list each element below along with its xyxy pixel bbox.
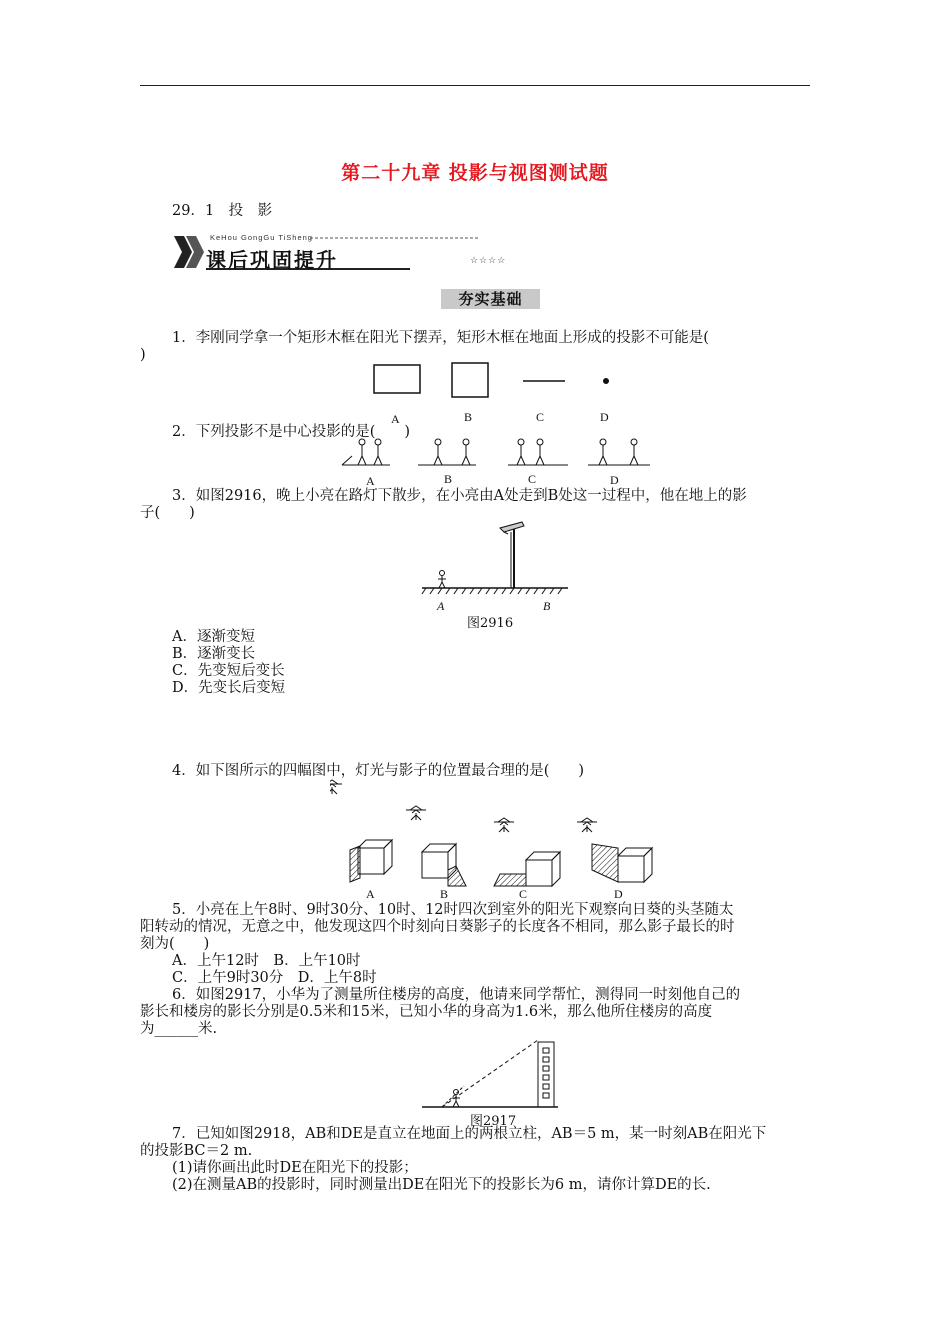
q3-choice-a: A．逐渐变短 <box>172 629 255 645</box>
subsection-banner: 夯实基础 <box>441 289 540 309</box>
q6-text: 6．如图2917，小华为了测量所住楼房的高度，他请来同学帮忙，测得同一时刻他自己的 <box>172 987 741 1003</box>
q6-figure-building <box>420 1036 560 1110</box>
q4-option-d: D <box>614 887 623 901</box>
q1-option-a: A <box>391 412 400 426</box>
q3-text: 3．如图2916，晚上小亮在路灯下散步，在小亮由A处走到B处这一过程中，他在地上的影 <box>172 488 747 504</box>
q2-figure <box>338 436 658 470</box>
q5-choices-row2: C．上午9时30分 D．上午8时 <box>172 970 377 986</box>
q2-option-a: A <box>366 474 375 488</box>
q4-option-b: B <box>440 887 449 901</box>
q4-option-c: C <box>519 887 528 901</box>
q3-choice-d: D．先变长后变短 <box>172 680 286 696</box>
q3-figure-streetlamp <box>420 518 570 600</box>
q1-option-b: B <box>464 410 473 424</box>
q6-text-cont2: 为______米. <box>140 1021 218 1037</box>
q6-text-cont1: 影长和楼房的影长分别是0.5米和15米，已知小华的身高为1.6米，那么他所住楼房的高度 <box>140 1004 713 1020</box>
banner-title: 课后巩固提升 <box>206 248 338 272</box>
q1-option-d: D <box>600 410 609 424</box>
page-title: 第二十九章 投影与视图测试题 <box>341 162 609 184</box>
section-heading: 29．1 投 影 <box>172 203 273 219</box>
q5-text-cont2: 刻为( ) <box>140 936 210 952</box>
q3-choice-b: B．逐渐变长 <box>172 646 256 662</box>
q1-option-c: C <box>536 410 545 424</box>
q5-text: 5．小亮在上午8时、9时30分、10时、12时四次到室外的阳光下观察向日葵的头茎随太 <box>172 902 734 918</box>
q1-text: 1．李刚同学拿一个矩形木框在阳光下摆弄，矩形木框在地面上形成的投影不可能是( <box>172 330 709 346</box>
q2-text: 2．下列投影不是中心投影的是( ) <box>172 424 411 440</box>
q7-text: 7．已知如图2918，AB和DE是直立在地面上的两根立柱，AB＝5 m，某一时刻AB在阳光下 <box>172 1126 767 1142</box>
q2-option-c: C <box>528 472 537 486</box>
q7-text-cont: 的投影BC＝2 m. <box>140 1143 253 1159</box>
q7-sub-question-2: (2)在测量AB的投影时，同时测量出DE在阳光下的投影长为6 m，请你计算DE的长. <box>172 1177 711 1193</box>
q1-text-cont: ) <box>140 347 146 363</box>
q7-sub-question-1: (1)请你画出此时DE在阳光下的投影； <box>172 1160 418 1176</box>
q3-text-cont: 子( ) <box>140 505 195 521</box>
q3-choice-c: C．先变短后变长 <box>172 663 285 679</box>
q2-option-d: D <box>610 473 619 487</box>
q2-option-b: B <box>444 472 453 486</box>
difficulty-stars: ☆☆☆☆ <box>470 256 507 266</box>
q5-choices-row1: A．上午12时 B．上午10时 <box>172 953 361 969</box>
q4-figure <box>330 778 660 890</box>
q3-point-a: A <box>437 599 445 613</box>
q3-figure-caption: 图2916 <box>467 616 514 631</box>
q4-option-a: A <box>366 887 375 901</box>
q5-text-cont1: 阳转动的情况，无意之中，他发现这四个时刻向日葵影子的长度各不相同，那么影子最长的时 <box>140 919 735 935</box>
q4-text: 4．如下图所示的四幅图中，灯光与影子的位置最合理的是( ) <box>172 763 585 779</box>
banner-subtitle: KeHou GongGu TiSheng <box>210 233 313 242</box>
q6-figure-caption: 图2917 <box>470 1114 517 1129</box>
header-rule <box>140 85 810 86</box>
q1-figure <box>365 360 625 400</box>
q3-point-b: B <box>543 599 551 613</box>
